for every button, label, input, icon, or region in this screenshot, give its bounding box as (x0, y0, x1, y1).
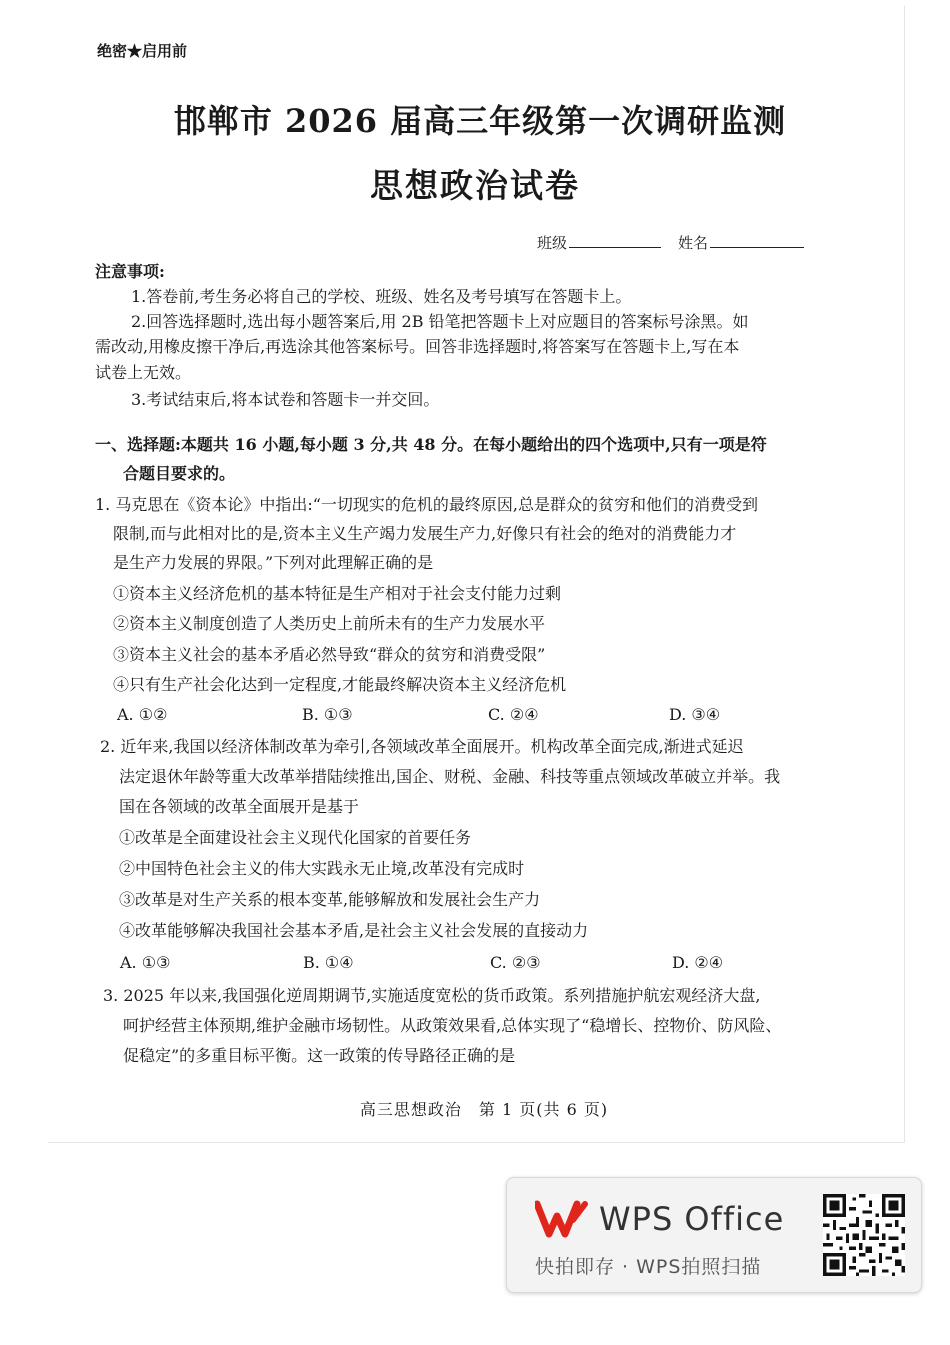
class-label: 班级 (537, 234, 568, 252)
question-1-item: ③资本主义社会的基本矛盾必然导致“群众的贫穷和消费受限” (113, 645, 546, 664)
wps-logo-icon (535, 1198, 593, 1240)
question-3-stem: 3. 2025 年以来,我国强化逆周期调节,实施适度宽松的货币政策。系列措施护航宏观经济大盘, (103, 986, 761, 1005)
class-field (537, 232, 661, 253)
section-heading-cont: 合题目要求的。 (123, 464, 236, 483)
section-heading: 一、选择题:本题共 16 小题,每小题 3 分,共 48 分。在每小题给出的四个选项中,只有一项是符 (95, 435, 767, 454)
question-1-stem: 是生产力发展的界限。”下列对此理解正确的是 (113, 553, 434, 572)
question-1-option-b: B. ①③ (302, 705, 353, 724)
qr-code-icon (823, 1194, 905, 1276)
wps-watermark (506, 1177, 922, 1293)
name-field (678, 232, 804, 253)
name-blank-line (710, 234, 804, 248)
wps-tagline: 快拍即存 · WPS拍照扫描 (535, 1256, 762, 1278)
class-blank-line (569, 234, 661, 248)
notice-line: 1.答卷前,考生务必将自己的学校、班级、姓名及考号填写在答题卡上。 (131, 287, 632, 306)
question-2-item: ③改革是对生产关系的根本变革,能够解放和发展社会生产力 (119, 890, 541, 909)
question-1-item: ②资本主义制度创造了人类历史上前所未有的生产力发展水平 (113, 614, 546, 633)
name-label: 姓名 (678, 234, 709, 252)
question-1-stem: 1. 马克思在《资本论》中指出:“一切现实的危机的最终原因,总是群众的贫穷和他们的消费受到 (95, 495, 759, 514)
question-1-item: ④只有生产社会化达到一定程度,才能最终解决资本主义经济危机 (113, 675, 567, 694)
exam-title: 邯郸市 2026 届高三年级第一次调研监测 (173, 102, 787, 140)
question-2-item: ④改革能够解决我国社会基本矛盾,是社会主义社会发展的直接动力 (119, 921, 589, 940)
question-2-option-a: A. ①③ (120, 953, 171, 972)
page-footer: 高三思想政治 第 1 页(共 6 页) (359, 1100, 609, 1119)
question-2-option-b: B. ①④ (303, 953, 354, 972)
notice-line: 试卷上无效。 (95, 363, 192, 382)
notice-line: 需改动,用橡皮擦干净后,再选涂其他答案标号。回答非选择题时,将答案写在答题卡上,写在本 (95, 337, 740, 356)
subject-title: 思想政治试卷 (370, 166, 580, 205)
question-1-stem: 限制,而与此相对比的是,资本主义生产竭力发展生产力,好像只有社会的绝对的消费能力才 (113, 524, 737, 543)
wps-brand: WPS Office (599, 1200, 785, 1238)
question-2-stem: 国在各领域的改革全面展开是基于 (119, 797, 360, 816)
question-1-item: ①资本主义经济危机的基本特征是生产相对于社会支付能力过剩 (113, 584, 562, 603)
question-3-stem: 呵护经营主体预期,维护金融市场韧性。从政策效果看,总体实现了“稳增长、控物价、防风险、 (123, 1016, 782, 1035)
notice-line: 2.回答选择题时,选出每小题答案后,用 2B 铅笔把答题卡上对应题目的答案标号涂黑。如 (131, 312, 749, 331)
notice-line: 3.考试结束后,将本试卷和答题卡一并交回。 (131, 390, 440, 409)
question-1-option-c: C. ②④ (488, 705, 539, 724)
question-3-stem: 促稳定”的多重目标平衡。这一政策的传导路径正确的是 (123, 1046, 516, 1065)
confidential-mark: 绝密★启用前 (97, 42, 188, 60)
question-2-stem: 法定退休年龄等重大改革举措陆续推出,国企、财税、金融、科技等重点领域改革破立并举。我 (119, 767, 781, 786)
question-1-option-a: A. ①② (117, 705, 168, 724)
notice-heading: 注意事项: (95, 262, 165, 281)
question-2-option-c: C. ②③ (490, 953, 541, 972)
question-2-item: ②中国特色社会主义的伟大实践永无止境,改革没有完成时 (119, 859, 525, 878)
question-2-stem: 2. 近年来,我国以经济体制改革为牵引,各领域改革全面展开。机构改革全面完成,渐进式延迟 (100, 737, 744, 756)
question-2-option-d: D. ②④ (672, 953, 724, 972)
question-2-item: ①改革是全面建设社会主义现代化国家的首要任务 (119, 828, 472, 847)
question-1-option-d: D. ③④ (669, 705, 721, 724)
